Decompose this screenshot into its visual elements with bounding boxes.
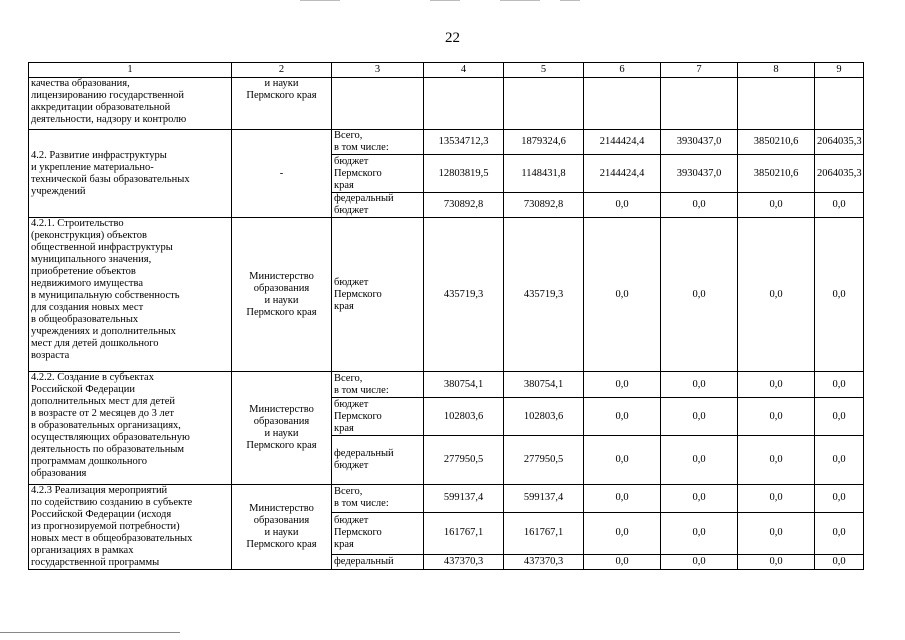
value-cell [584,78,661,130]
measure-name-cell [29,372,232,485]
value-cell: 0,0 [815,485,864,513]
executor-cell [232,218,332,372]
cell-text-line: Всего, [334,130,363,141]
value-cell: 12803819,5 [424,155,504,193]
source-cell [332,78,424,130]
cell-text-line: для создания новых мест [31,302,144,313]
cell-text-line: приобретение объектов [31,266,136,277]
cell-text-line: Всего, [334,372,363,384]
cell-text-line: учреждений [31,185,86,197]
value-cell: 599137,4 [424,485,504,513]
cell-text-line: качества образования, [31,78,130,89]
value-cell: 0,0 [584,485,661,513]
value-cell: 0,0 [661,555,738,570]
cell-text-line: Российской Федерации [31,384,135,395]
measure-name-cell [29,78,232,130]
table-row [29,485,864,513]
value-cell: 437370,3 [424,555,504,570]
cell-text-line: Пермского [334,527,382,539]
value-cell: 0,0 [738,512,815,555]
value-cell: 0,0 [584,372,661,398]
value-cell: 0,0 [815,218,864,372]
value-cell [815,78,864,130]
cell-text-line: в муниципальную собственность [31,290,180,301]
cell-text-line: края [334,422,354,434]
cell-text-line: дополнительных мест для детей [31,396,175,407]
cell-text-line: края [334,179,354,191]
cell-text-line: Пермского [334,410,382,422]
header-cell: 7 [661,63,738,78]
cell-text-line: организациях в рамках [31,545,134,556]
cell-text-line: недвижимого имущества [31,278,143,289]
value-cell: 0,0 [815,436,864,485]
header-cell: 3 [332,63,424,78]
executor-cell [232,78,332,130]
header-cell: 6 [584,63,661,78]
value-cell: 3850210,6 [738,155,815,193]
measure-name-cell [29,485,232,570]
value-cell: 0,0 [738,372,815,398]
value-cell: 0,0 [661,218,738,372]
value-cell: 380754,1 [504,372,584,398]
value-cell: 0,0 [584,218,661,372]
cell-text-line: и науки [264,78,299,89]
value-cell: 0,0 [738,485,815,513]
cell-text-line: из прогнозируемой потребности) [31,521,180,532]
header-cell: 2 [232,63,332,78]
value-cell: 2064035,3 [815,130,864,155]
cell-text-line: федеральный [334,193,394,204]
table-row [29,372,864,398]
cell-text-line: аккредитации образовательной [31,102,171,113]
cell-text-line: образования [253,282,310,294]
value-cell: 102803,6 [504,398,584,436]
header-cell: 9 [815,63,864,78]
source-cell [332,398,424,436]
cell-text-line: края [334,300,354,312]
cell-text-line: образования [253,515,310,526]
cell-text-line: новых мест в общеобразовательных [31,533,193,544]
table-row [29,130,864,155]
cell-text-line: бюджет [334,205,369,216]
cell-text-line: бюджет [334,398,369,410]
value-cell: 161767,1 [504,512,584,555]
cell-text-line: 4.2.2. Создание в субъектах [31,372,154,383]
source-cell [332,555,424,570]
cell-text-line: в том числе: [334,498,389,510]
cell-text-line: бюджет [334,515,369,527]
value-cell: 435719,3 [424,218,504,372]
cell-text-line: Всего, [334,486,363,498]
cell-text-line: в возрасте от 2 месяцев до 3 лет [31,408,175,419]
cell-text-line: федеральный [334,448,394,459]
value-cell: 0,0 [815,555,864,570]
value-cell: 0,0 [815,512,864,555]
cell-text-line: учреждениях и дополнительных [31,326,176,337]
cell-text-line: федеральный [334,556,394,568]
value-cell: 0,0 [738,398,815,436]
cell-text-line: мест для детей дошкольного [31,338,159,349]
value-cell: 102803,6 [424,398,504,436]
value-cell: 0,0 [661,398,738,436]
cell-text-line: и укрепление материально- [31,161,154,173]
value-cell [661,78,738,130]
cell-text-line: в том числе: [334,384,389,396]
value-cell: 3930437,0 [661,155,738,193]
value-cell: 277950,5 [504,436,584,485]
value-cell: 1148431,8 [504,155,584,193]
cell-text-line: по содействию созданию в субъекте [31,497,193,508]
cell-text-line: общественной инфраструктуры [31,242,173,253]
cell-text-line: Пермского края [246,306,317,318]
cell-text-line: в образовательных организациях, [31,420,181,431]
value-cell: 1879324,6 [504,130,584,155]
source-cell [332,130,424,155]
value-cell: 380754,1 [424,372,504,398]
cell-text-line: лицензированию государственной [31,90,185,101]
cell-text-line: возраста [31,350,70,361]
value-cell: 0,0 [584,436,661,485]
cell-text-line: в том числе: [334,142,389,153]
cell-text-line: бюджет [334,460,369,471]
executor-cell [232,372,332,485]
cell-text-line: Пермского края [246,539,317,550]
value-cell: 435719,3 [504,218,584,372]
value-cell: 2064035,3 [815,155,864,193]
source-cell [332,485,424,513]
value-cell [738,78,815,130]
cell-text-line: государственной программы [31,557,160,568]
cell-text-line: деятельности, надзору и контролю [31,114,187,125]
header-cell: 4 [424,63,504,78]
cell-text-line: образования [253,416,310,427]
cell-text-line: и науки [264,294,299,306]
source-cell [332,218,424,372]
value-cell: 277950,5 [424,436,504,485]
measure-name-cell [29,218,232,372]
value-cell: 0,0 [738,555,815,570]
value-cell: 0,0 [738,218,815,372]
value-cell: 0,0 [584,555,661,570]
value-cell: 0,0 [815,398,864,436]
value-cell: 0,0 [661,372,738,398]
value-cell: 2144424,4 [584,155,661,193]
cell-text-line: и науки [264,527,299,538]
cell-text-line: 4.2. Развитие инфраструктуры [31,149,167,161]
cell-text-line: Пермского края [246,440,317,451]
value-cell [424,78,504,130]
cell-text-line: в общеобразовательных [31,314,139,325]
cell-text-line: Министерство [249,404,314,415]
budget-table [28,62,864,570]
executor-cell [232,130,332,218]
value-cell: 0,0 [815,193,864,218]
cell-text-line: Российской Федерации (исходя [31,509,172,520]
header-cell: 1 [29,63,232,78]
cell-text-line: Пермского [334,167,382,179]
value-cell: 599137,4 [504,485,584,513]
value-cell: 0,0 [661,485,738,513]
cell-text-line: бюджет [334,276,369,288]
value-cell: 0,0 [815,372,864,398]
cell-text-line: Министерство [249,270,314,282]
table-row [29,218,864,372]
header-row [29,63,864,78]
value-cell: 161767,1 [424,512,504,555]
header-cell: 5 [504,63,584,78]
cell-text-line: Пермского [334,288,382,300]
source-cell [332,372,424,398]
cell-text-line: бюджет [334,155,369,167]
value-cell: 730892,8 [424,193,504,218]
value-cell: 3850210,6 [738,130,815,155]
measure-name-cell [29,130,232,218]
cell-text-line: программам дошкольного [31,456,148,467]
value-cell: 0,0 [738,193,815,218]
table-row [29,78,864,130]
value-cell: 730892,8 [504,193,584,218]
cell-text-line: Министерство [249,503,314,514]
value-cell [504,78,584,130]
cell-text-line: образования [31,468,87,479]
cell-text-line: 4.2.1. Строительство [31,218,124,229]
cell-text-line: осуществляющих образовательную [31,432,190,443]
source-cell [332,512,424,555]
cell-text-line: Пермского края [246,90,317,101]
source-cell [332,193,424,218]
source-cell [332,155,424,193]
cell-text-line: - [279,167,284,179]
value-cell: 3930437,0 [661,130,738,155]
cell-text-line: технической базы образовательных [31,173,190,185]
value-cell: 0,0 [584,512,661,555]
value-cell: 13534712,3 [424,130,504,155]
executor-cell [232,485,332,570]
cell-text-line: и науки [264,428,299,439]
value-cell: 437370,3 [504,555,584,570]
value-cell: 0,0 [738,436,815,485]
cell-text-line: (реконструкция) объектов [31,230,147,241]
header-cell: 8 [738,63,815,78]
value-cell: 0,0 [661,436,738,485]
value-cell: 0,0 [584,398,661,436]
cell-text-line: 4.2.3 Реализация мероприятий [31,485,168,496]
value-cell: 2144424,4 [584,130,661,155]
cell-text-line: деятельность по образовательным [31,444,185,455]
source-cell [332,436,424,485]
value-cell: 0,0 [661,512,738,555]
page-number: 22 [445,30,460,46]
cell-text-line: муниципального значения, [31,254,152,265]
cell-text-line: края [334,539,354,551]
value-cell: 0,0 [661,193,738,218]
value-cell: 0,0 [584,193,661,218]
